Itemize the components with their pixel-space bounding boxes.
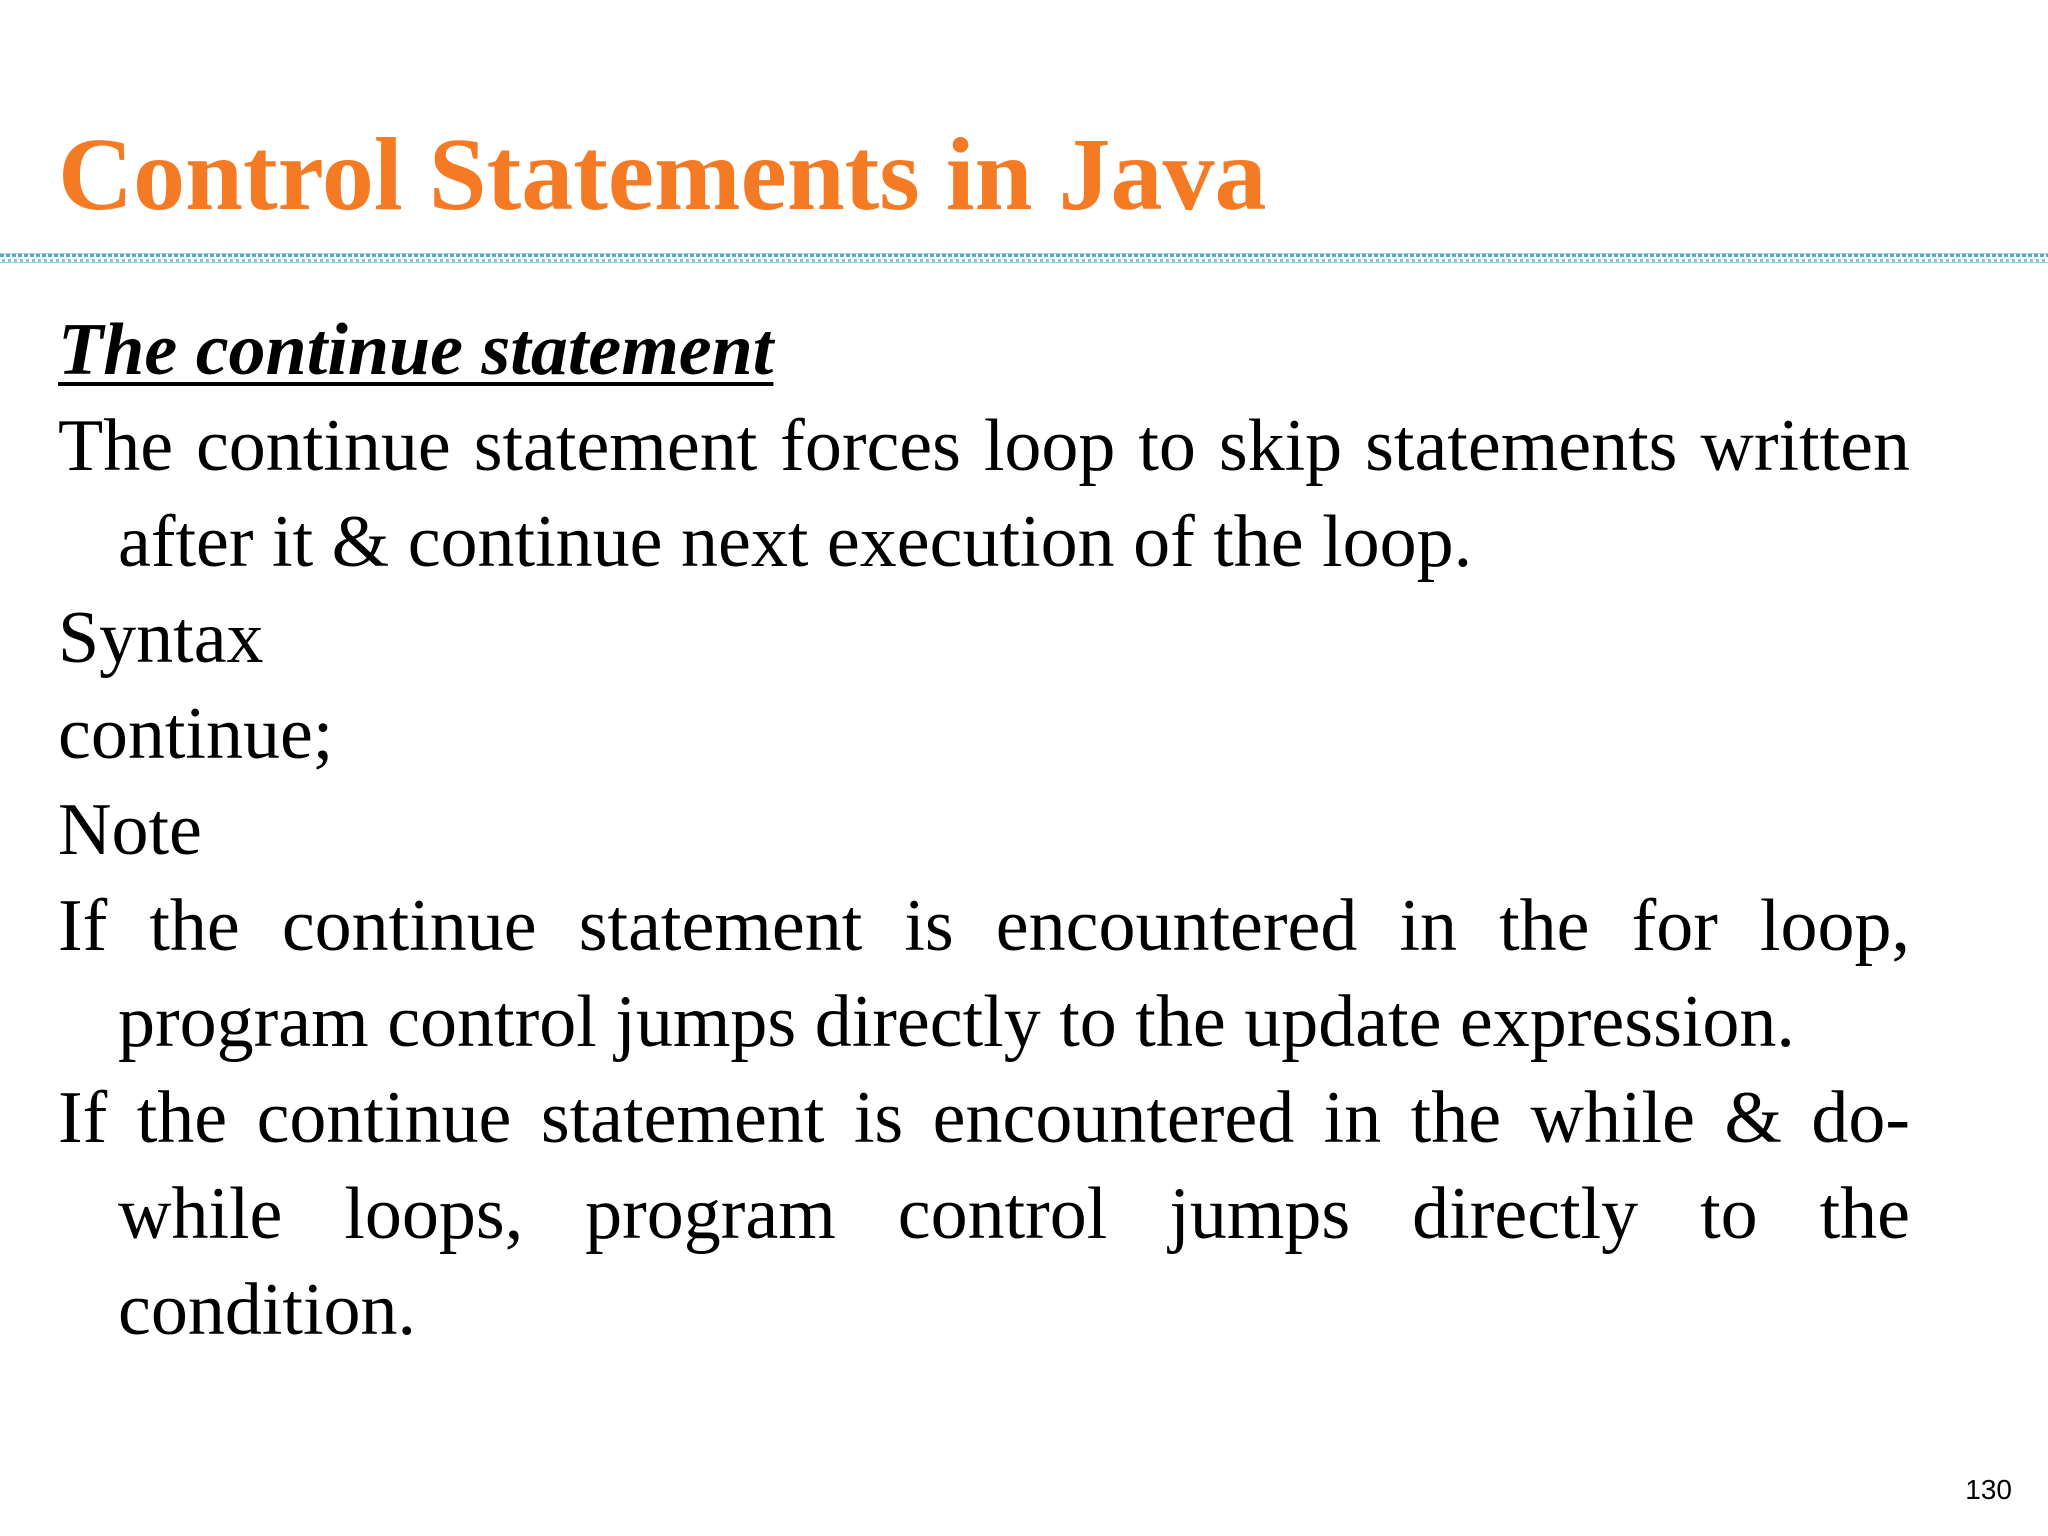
title-divider [0,251,2048,265]
syntax-code: continue; [58,693,334,775]
note-label: Note [58,789,202,871]
section-heading: The continue statement [58,309,774,391]
note-for-loop: If the continue statement is encountered in the for loop, program control jumps directly to the update expression. [58,885,1910,1063]
slide-body [58,302,1910,1358]
page-number: 130 [1965,1474,2012,1505]
continue-description: The continue statement forces loop to skip statements written after it & continue next execution of the loop. [58,405,1910,583]
slide-title: Control Statements in Java [58,117,1267,232]
note-while-loop: If the continue statement is encountered in the while & do-while loops, program control jumps directly to the condition. [58,1077,1910,1351]
syntax-label: Syntax [58,597,264,679]
